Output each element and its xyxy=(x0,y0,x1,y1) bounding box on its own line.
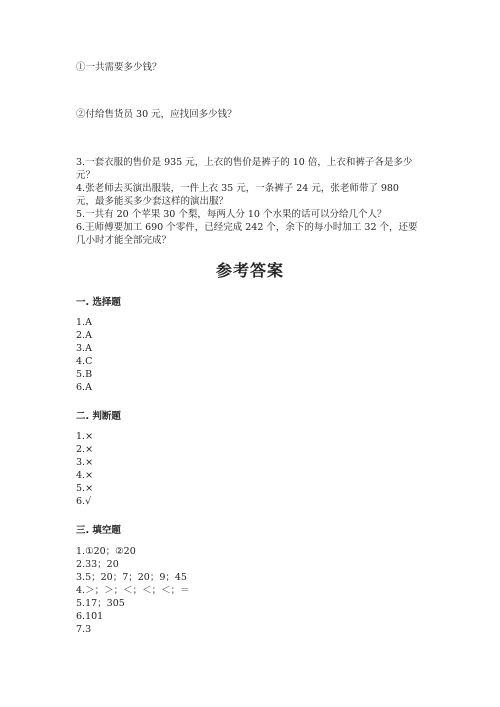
answer-item: 6.√ xyxy=(76,496,92,507)
answer-item: 3.5；20；7；20；9；45 xyxy=(76,572,187,583)
answer-item: 4.× xyxy=(76,470,94,481)
answer-item: 4.C xyxy=(76,356,93,367)
answer-item: 7.3 xyxy=(76,624,92,635)
answer-title: 参考答案 xyxy=(215,261,284,280)
answer-item: 5.17；305 xyxy=(76,598,125,609)
problem-6-line-2: 几小时才能全部完成？ xyxy=(76,235,172,246)
problem-3-line-2: 元？ xyxy=(76,170,96,181)
problem-3-line-1: 3.一套衣服的售价是 935 元，上衣的售价是裤子的 10 倍，上衣和裤子各是多少 xyxy=(76,157,413,168)
answer-item: 6.A xyxy=(76,382,92,393)
section-heading-fill: 三. 填空题 xyxy=(76,525,121,536)
problem-4-line-1: 4.张老师去买演出服装，一件上衣 35 元，一条裤子 24 元，张老师带了 980 xyxy=(76,183,399,194)
sub-question-2: ②付给售货员 30 元，应找回多少钱？ xyxy=(76,109,237,120)
answer-item: 5.B xyxy=(76,369,93,380)
section-heading-judge: 二. 判断题 xyxy=(76,411,121,422)
problem-6-line-1: 6.王师傅要加工 690 个零件，已经完成 242 个，余下的每小时加工 32 个，还要 xyxy=(76,222,418,233)
answer-item: 5.× xyxy=(76,483,94,494)
answer-item: 2.× xyxy=(76,444,94,455)
sub-question-1: ①一共需要多少钱？ xyxy=(76,62,162,73)
section-heading-choice: 一. 选择题 xyxy=(76,297,121,308)
answer-item: 2.A xyxy=(76,330,92,341)
problem-5: 5.一共有 20 个苹果 30 个梨，每两人分 10 个水果的话可以分给几个人？ xyxy=(76,209,387,220)
answer-item: 6.101 xyxy=(76,611,104,622)
problem-4-line-2: 元，最多能买多少套这样的演出服？ xyxy=(76,196,229,207)
answer-item: 4.＞；＞；＜；＜；＜；＝ xyxy=(76,585,190,596)
answer-item: 1.× xyxy=(76,431,94,442)
answer-item: 1.①20；②20 xyxy=(76,546,136,557)
answer-item: 3.A xyxy=(76,343,92,354)
answer-item: 2.33；20 xyxy=(76,559,119,570)
answer-item: 3.× xyxy=(76,457,94,468)
answer-item: 1.A xyxy=(76,317,92,328)
